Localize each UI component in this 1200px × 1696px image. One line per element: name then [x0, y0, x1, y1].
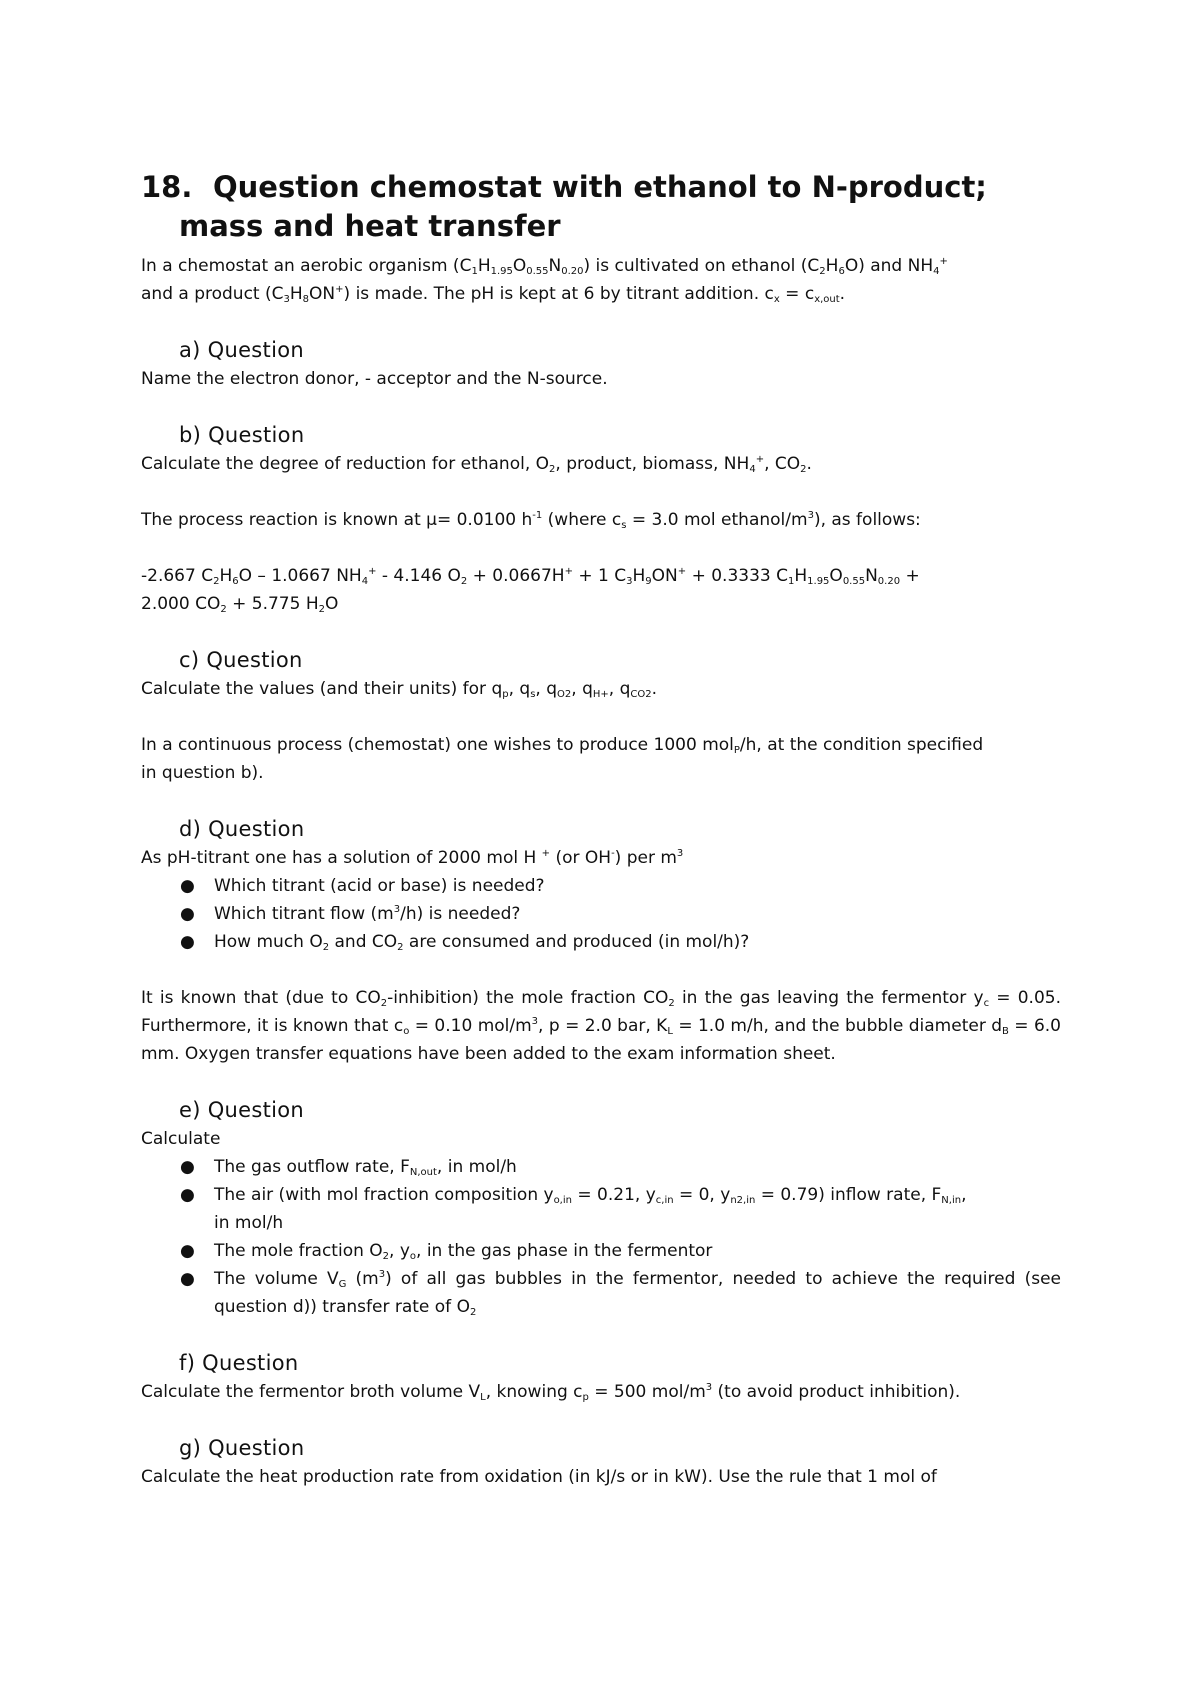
question-f-text: Calculate the fermentor broth volume $V_L$, knowing $c_p = 500$ mol/$m^3$ (to avoid product inhibition). [141, 1382, 961, 1403]
list-item-text: How much $O_2$ and $CO_2$ are consumed and produced (in mol/h)? [214, 932, 750, 953]
heading-question-g: g) Question [179, 1436, 305, 1460]
list-item [141, 1265, 1061, 1321]
heading-question-b: b) Question [179, 423, 305, 447]
title-line-1: Question chemostat with ethanol to N-product; [213, 170, 987, 204]
list-item-text: The air (with mol fraction composition $y_{o,in} = 0.21$, $y_{c,in} = 0$, $y_{n2,in} = 0.79$) inflow rate, $F_{N,in}$, in mol/h [214, 1185, 967, 1233]
bullet-icon: ● [180, 1269, 195, 1289]
list-item [141, 1181, 1061, 1237]
bullet-icon: ● [180, 876, 195, 896]
list-item [141, 1237, 1061, 1265]
list-item [141, 900, 1061, 928]
list-item-text: The volume $V_G$ $(m^3)$ of all gas bubbles in the fermentor, needed to achieve the required (see question d)) transfer rate of $O_2$ [214, 1269, 1061, 1318]
bullet-icon: ● [180, 1185, 195, 1205]
title-line-2: mass and heat transfer [179, 209, 561, 243]
question-g-text: Calculate the heat production rate from oxidation (in kJ/s or in kW). Use the rule that 1 mol of [141, 1467, 937, 1487]
intro-paragraph: In a chemostat an aerobic organism $(C_1H_{1.95}O_{0.55}N_{0.20})$ is cultivated on ethanol $(C_2H_6O)$ and $NH_4^+$ and a product $(C_3H_8ON^+)$ is made. The pH is kept at 6 by titrant addition. $c_x = c_{x,out}$. [141, 256, 948, 305]
list-item [141, 928, 1061, 956]
bullet-icon: ● [180, 1241, 195, 1261]
continuous-process-text: In a continuous process (chemostat) one wishes to produce 1000 mol$_P$/h, at the condition specified in question b). [141, 735, 984, 783]
document-title [141, 168, 1061, 246]
question-e-list [141, 1153, 1061, 1321]
heading-question-d: d) Question [179, 817, 305, 841]
question-d-list [141, 872, 1061, 956]
bullet-icon: ● [180, 932, 195, 952]
heading-question-f: f) Question [179, 1351, 299, 1375]
process-reaction-equation: -2.667 $C_2H_6O - 1.0667$ $NH_4^+ - 4.146$ $O_2 + 0.0667H^+ + 1$ $C_3H_9ON^+ + 0.3333$ $C_1H_{1.95}O_{0.55}N_{0.20}$ + 2.000 $CO_2 + 5.775$ $H_2O$ [141, 566, 920, 615]
question-b-text: Calculate the degree of reduction for ethanol, $O_2$, product, biomass, $NH_4^+$, $CO_2$. [141, 454, 812, 475]
list-item [141, 1153, 1061, 1181]
question-d-context: It is known that (due to $CO_2-inhibition$) the mole fraction $CO_2$ in the gas leaving the fermentor $y_c = 0.05$. Furthermore, it is known that $c_o = 0.10$ mol/$m^3$, p = 2.0 bar, $K_L = 1.0$ m/h, and the bubble diameter $d_B = 6.0$ mm. Oxygen transfer equations have been added to the exam information sheet. [141, 988, 1061, 1064]
title-number: 18. [141, 170, 193, 204]
heading-question-e: e) Question [179, 1098, 305, 1122]
question-e-text: Calculate [141, 1129, 221, 1149]
heading-question-a: a) Question [179, 338, 304, 362]
question-d-text: As pH-titrant one has a solution of 2000 mol H + (or OH-) per $m^3$ [141, 848, 684, 868]
list-item-text: Which titrant flow $(m^3/h)$ is needed? [214, 904, 521, 924]
process-reaction-intro: The process reaction is known at μ= 0.0100 $h^{-1}$ (where $c_s = 3.0$ mol ethanol/$m^3$), as follows: [141, 510, 921, 531]
heading-question-c: c) Question [179, 648, 303, 672]
list-item-text: The gas outflow rate, $F_{N,out}$, in mol/h [214, 1157, 517, 1178]
bullet-icon: ● [180, 1157, 195, 1177]
document-body [141, 168, 1061, 1491]
question-a-text: Name the electron donor, - acceptor and the N-source. [141, 369, 608, 389]
list-item-text: The mole fraction $O_2$, $y_o$, in the gas phase in the fermentor [214, 1241, 713, 1262]
list-item [141, 872, 1061, 900]
question-c-text: Calculate the values (and their units) for $q_p$, $q_s$, $q_{O2}$, $q_{H+}$, $q_{CO2}$. [141, 679, 658, 700]
bullet-icon: ● [180, 904, 195, 924]
list-item-text: Which titrant (acid or base) is needed? [214, 876, 545, 896]
